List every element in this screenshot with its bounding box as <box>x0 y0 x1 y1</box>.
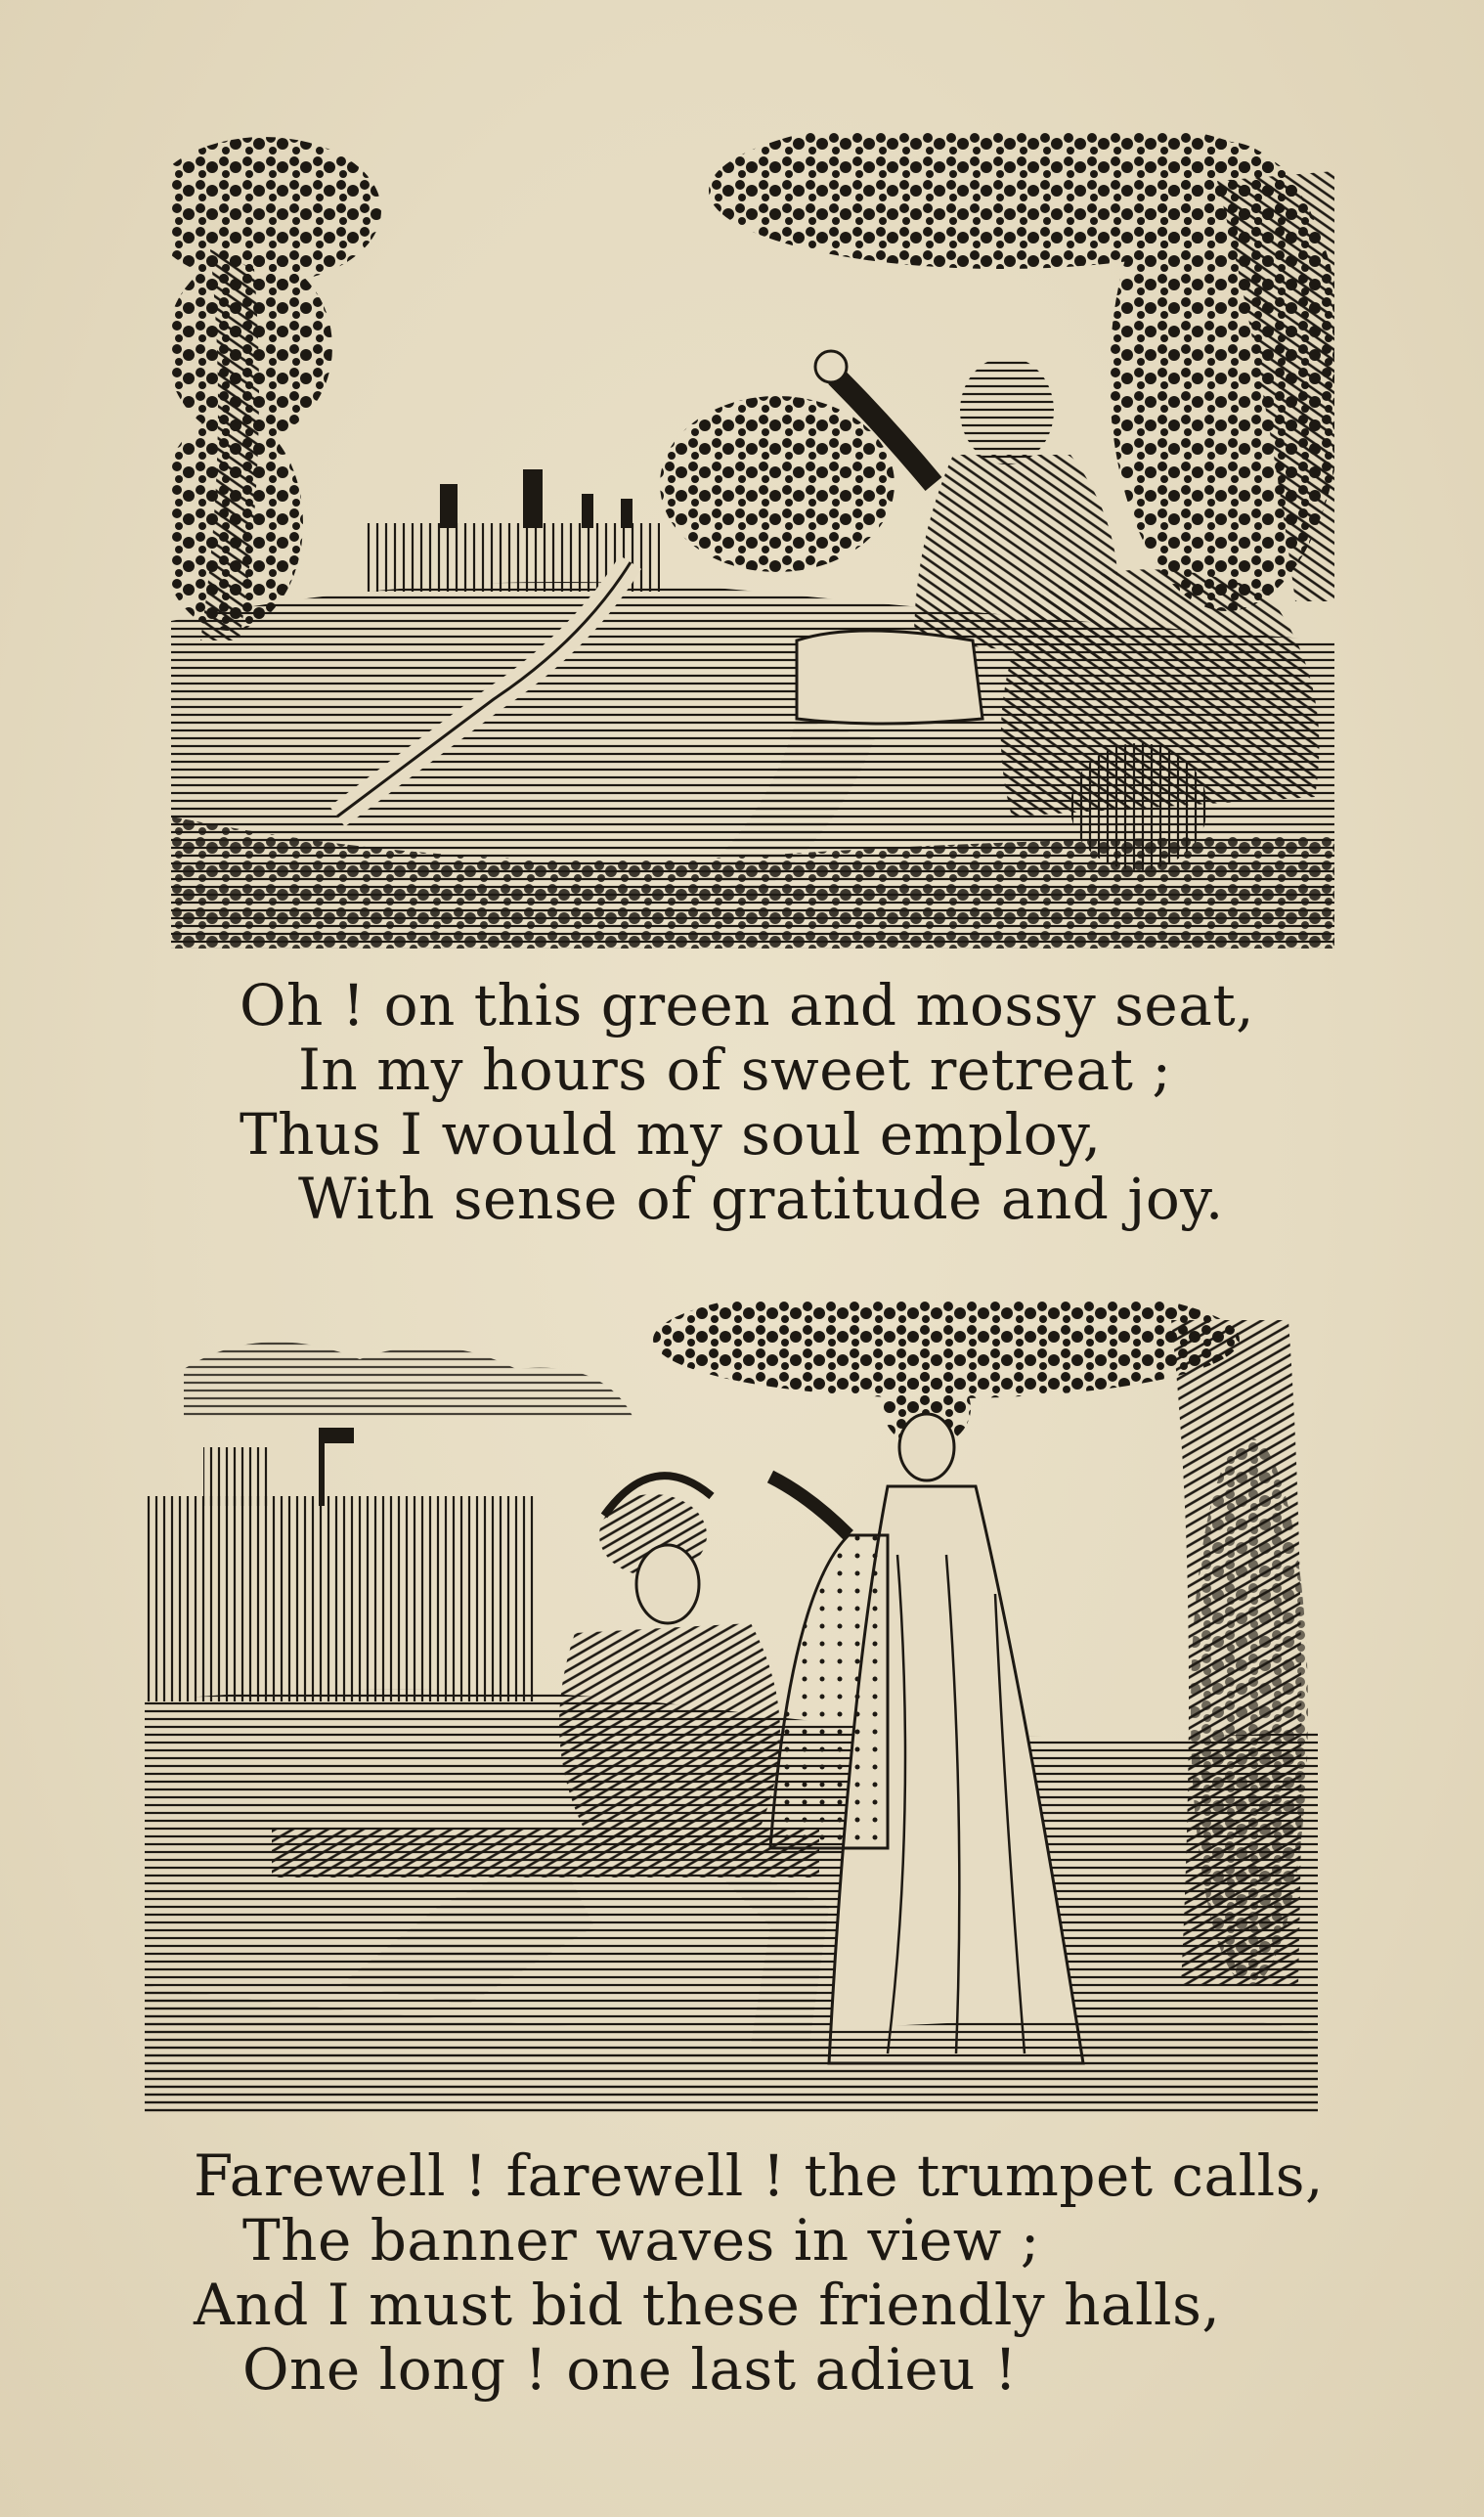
clouds <box>184 1342 633 1418</box>
stanza-1-line-1: Oh ! on this green and mossy seat, <box>240 972 1255 1038</box>
stanza-2-line-1: Farewell ! farewell ! the trumpet calls, <box>194 2142 1324 2209</box>
stanza-seated-man <box>240 973 1254 1231</box>
stanza-1-line-2: In my hours of sweet retreat ; <box>298 1037 1172 1103</box>
woodcut-seated-man-illustration <box>171 132 1334 949</box>
stanza-2-line-4: One long ! one last adieu ! <box>242 2336 1018 2403</box>
woodcut-knight-farewell-illustration <box>145 1301 1318 2112</box>
left-tree <box>171 137 381 640</box>
castle <box>145 1428 536 1701</box>
stanza-1-line-3: Thus I would my soul employ, <box>240 1101 1102 1168</box>
stanza-2-line-3: And I must bid these friendly halls, <box>194 2272 1221 2338</box>
stanza-2-line-2: The banner waves in view ; <box>242 2207 1040 2274</box>
stanza-1-line-4: With sense of gratitude and joy. <box>298 1166 1224 1232</box>
stanza-farewell <box>194 2143 1324 2402</box>
